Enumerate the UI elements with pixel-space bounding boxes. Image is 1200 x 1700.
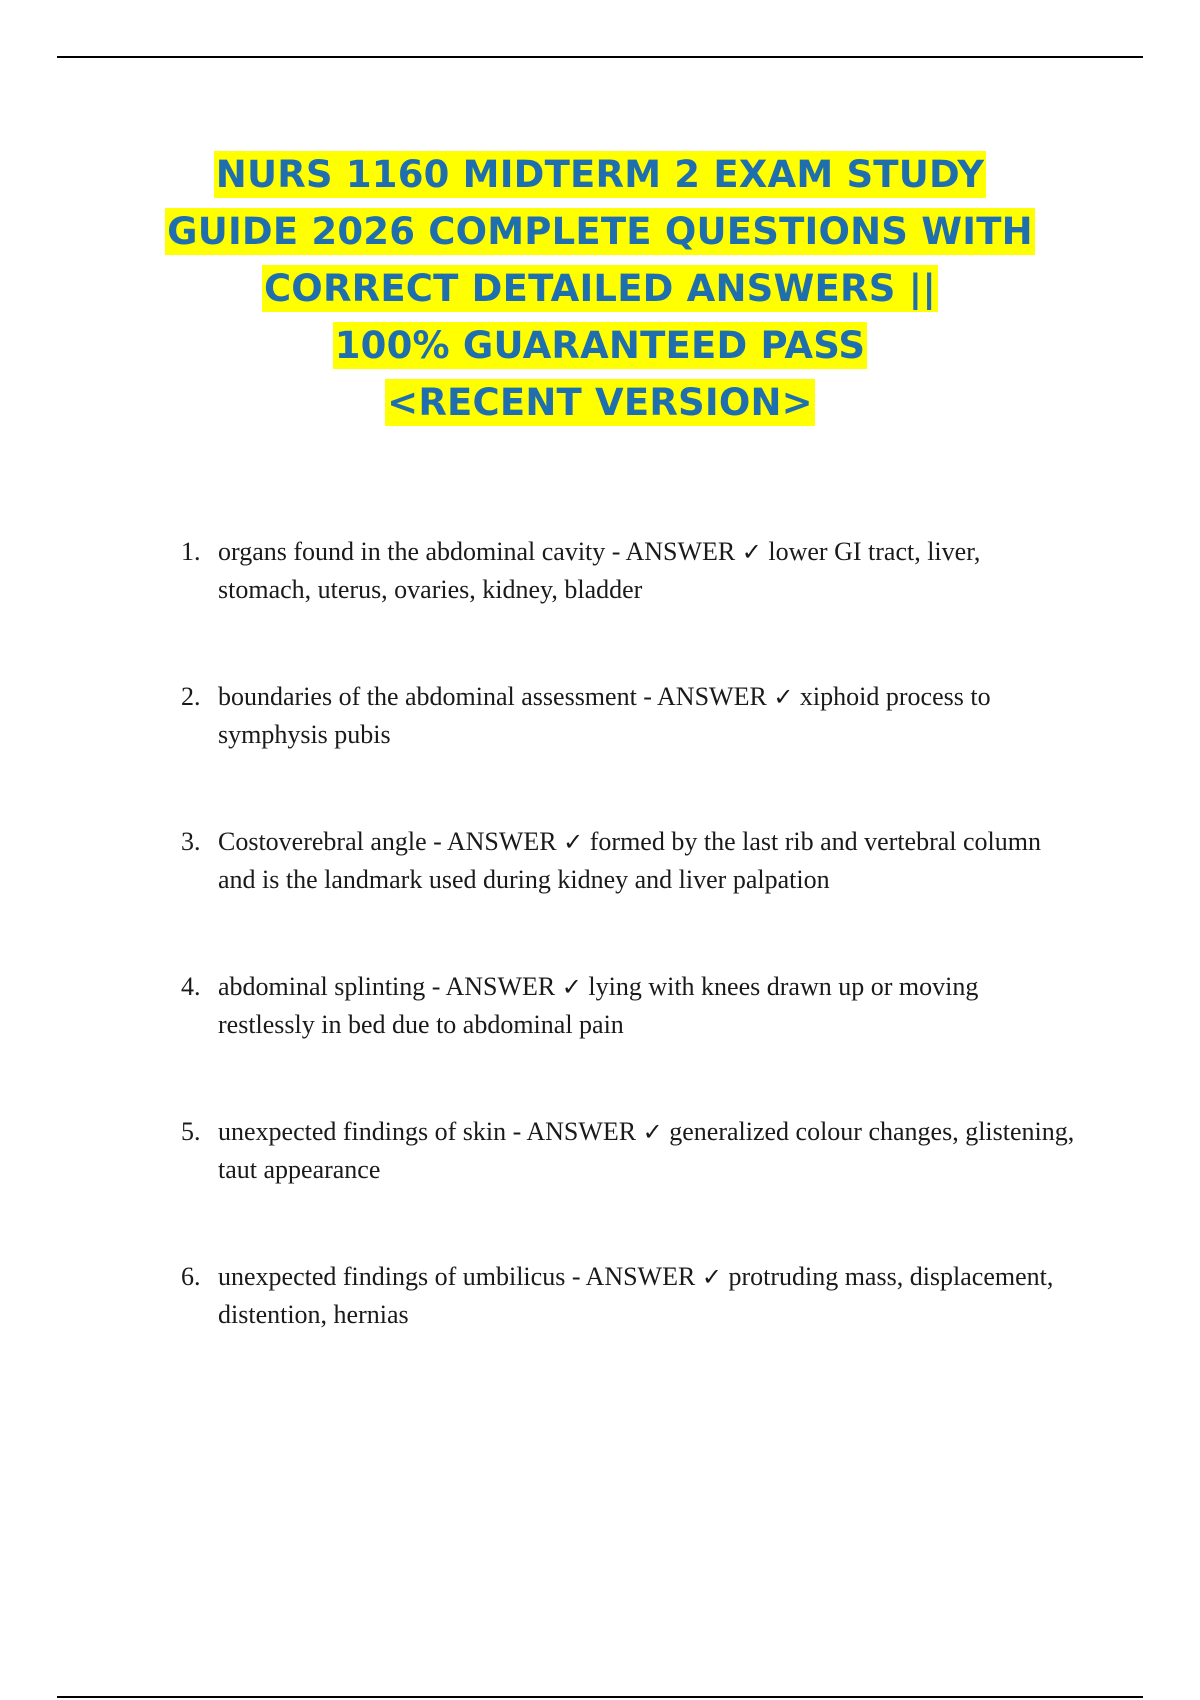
list-item [0, 533, 1078, 608]
list-item [0, 678, 1078, 753]
answer-text: formed by the last rib and vertebral column and is the landmark used during kidney and liver palpation [218, 827, 1042, 894]
checkmark-icon: ✓ [642, 1118, 663, 1146]
title-line-5: <RECENT VERSION> [387, 381, 813, 424]
list-item [0, 968, 1078, 1043]
answer-label: ANSWER [657, 682, 767, 711]
bottom-rule [57, 1696, 1143, 1698]
checkmark-icon: ✓ [701, 1263, 722, 1291]
item-number: 4. [181, 972, 201, 1001]
answer-label: ANSWER [625, 537, 736, 566]
question-text: organs found in the abdominal cavity - [218, 537, 626, 566]
title-line-1: NURS 1160 MIDTERM 2 EXAM STUDY [215, 153, 985, 196]
question-text: Costoverebral angle - [218, 827, 447, 856]
item-number: 5. [181, 1117, 201, 1146]
checkmark-icon: ✓ [561, 973, 582, 1001]
question-text: abdominal splinting - [218, 972, 446, 1001]
answer-text: generalized colour changes, glistening, taut appearance [218, 1117, 1075, 1184]
item-number: 3. [181, 827, 201, 856]
item-number: 1. [181, 537, 201, 566]
checkmark-icon: ✓ [773, 683, 794, 711]
top-rule [57, 56, 1143, 58]
answer-text: lower GI tract, liver, stomach, uterus, ovaries, kidney, bladder [218, 537, 981, 604]
question-text: boundaries of the abdominal assessment - [218, 682, 658, 711]
question-text: unexpected findings of skin - [218, 1117, 527, 1146]
title-line-4: 100% GUARANTEED PASS [334, 324, 866, 367]
list-item [0, 1258, 1078, 1333]
checkmark-icon: ✓ [563, 828, 584, 856]
item-number: 6. [181, 1262, 201, 1291]
answer-label: ANSWER [526, 1117, 637, 1146]
answer-label: ANSWER [446, 827, 557, 856]
question-list [0, 533, 1200, 1403]
list-item [0, 1113, 1078, 1188]
title-line-2: GUIDE 2026 COMPLETE QUESTIONS WITH [167, 210, 1033, 253]
list-item [0, 823, 1078, 898]
answer-text: protruding mass, displacement, distention, hernias [218, 1262, 1054, 1329]
answer-label: ANSWER [585, 1262, 696, 1291]
item-number: 2. [181, 682, 201, 711]
answer-text: xiphoid process to symphysis pubis [218, 682, 991, 749]
title-line-3: CORRECT DETAILED ANSWERS || [263, 267, 937, 310]
question-text: unexpected findings of umbilicus - [218, 1262, 586, 1291]
document-title [0, 146, 1200, 431]
answer-text: lying with knees drawn up or moving restlessly in bed due to abdominal pain [218, 972, 979, 1039]
answer-label: ANSWER [445, 972, 556, 1001]
checkmark-icon: ✓ [741, 538, 762, 566]
